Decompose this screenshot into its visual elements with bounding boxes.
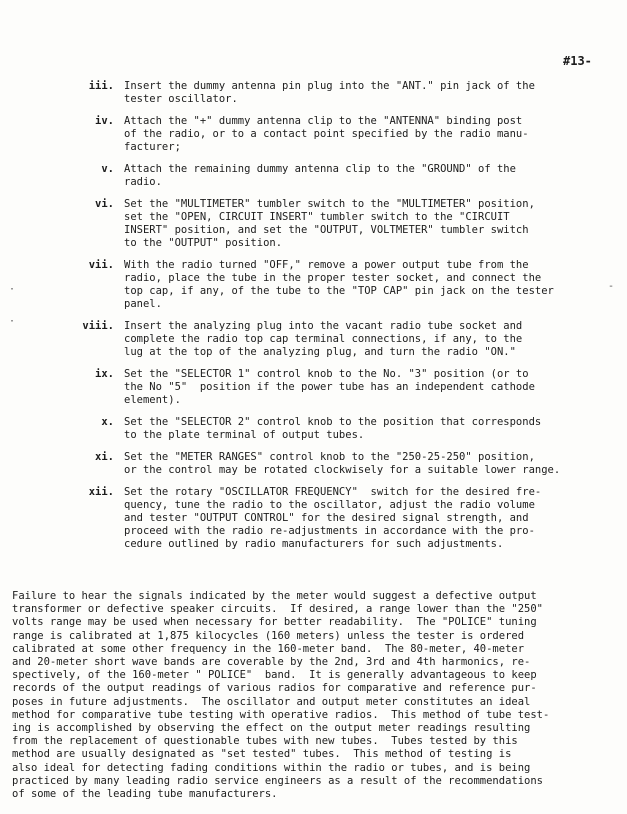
step-item — [0, 368, 627, 407]
step-number: vi. — [95, 198, 114, 210]
step-item — [0, 416, 627, 442]
step-item — [0, 115, 627, 154]
step-number: xii. — [88, 486, 114, 498]
margin-mark: · — [9, 316, 16, 327]
step-text: Set the "SELECTOR 1" control knob to the No. "3" position (or to the No "5" position if the power tube has an independent cathode element). — [124, 368, 535, 406]
step-item — [0, 451, 627, 477]
step-text: Set the "SELECTOR 2" control knob to the position that corresponds to the plate terminal of output tubes. — [124, 416, 542, 441]
step-number: ix. — [95, 368, 114, 380]
step-text: Set the "MULTIMETER" tumbler switch to the "MULTIMETER" position, set the "OPEN, CIRCUIT INSERT" tumbler switch to the "CIRCUIT INSERT" position, and set the "OUTPUT, VOLTMETER" tumbler switch to the "OUTPUT" position. — [124, 198, 535, 249]
step-number: xi. — [95, 451, 114, 463]
step-number: x. — [101, 416, 114, 428]
step-number: v. — [101, 163, 114, 175]
step-item — [0, 259, 627, 311]
step-text: Set the rotary "OSCILLATOR FREQUENCY" switch for the desired fre- quency, tune the radio to the oscillator, adjust the radio volume and tester "OUTPUT CONTROL" for the desired signal strength, and proceed with the radio re-adjustments in accordance with the pro- cedure outlined by radio manufacturers for such adjustments. — [124, 486, 542, 550]
margin-mark: - — [608, 281, 615, 292]
step-item — [0, 320, 627, 359]
step-text: Insert the dummy antenna pin plug into the "ANT." pin jack of the tester oscillator. — [124, 80, 535, 105]
step-text: With the radio turned "OFF," remove a power output tube from the radio, place the tube in the proper tester socket, and connect the top cap, if any, of the tube to the "TOP CAP" pin jack on the tester panel. — [124, 259, 554, 310]
step-text: Attach the remaining dummy antenna clip to the "GROUND" of the radio. — [124, 163, 516, 188]
step-item — [0, 486, 627, 551]
step-list — [0, 80, 627, 560]
step-number: iii. — [88, 80, 114, 92]
step-text: Set the "METER RANGES" control knob to the "250-25-250" position, or the control may be rotated clockwisely for a suitable lower range. — [124, 451, 561, 476]
step-item — [0, 198, 627, 250]
page-number: #13- — [563, 54, 592, 68]
step-number: iv. — [95, 115, 114, 127]
body-paragraph: Failure to hear the signals indicated by the meter would suggest a defective output transformer or defective speaker circuits. If desired, a range lower than the "250" volts range may be used when necessary for better readability. The "POLICE" tuning range is calibrated at 1,875 kilocycles (160 meters) unless the tester is ordered calibrated at some other frequency in the 160-meter band. The 80-meter, 40-meter and 20-meter short wave bands are coverable by the 2nd, 3rd and 4th harmonics, re- spectively, of the 160-meter " POLICE" band. It is generally advantageous to keep records of the output readings of various radios for comparative and reference pur- poses in future adjustments. The oscillator and output meter constitutes an ideal method for comparative tube testing with operative radios. This method of tube test- ing is accomplished by observing the effect on the output meter readings resulting from the replacement of questionable tubes with new tubes. Tubes tested by this method are usually designated as "set tested" tubes. This method of testing is also ideal for detecting fading conditions within the radio or tubes, and is being practiced by many leading radio service engineers as a result of the recommendations of some of the leading tube manufacturers. — [12, 590, 550, 801]
margin-mark: · — [9, 284, 16, 295]
step-number: vii. — [88, 259, 114, 271]
step-item — [0, 80, 627, 106]
step-text: Insert the analyzing plug into the vacant radio tube socket and complete the radio top cap terminal connections, if any, to the lug at the top of the analyzing plug, and turn the radio "ON." — [124, 320, 523, 358]
step-item — [0, 163, 627, 189]
step-text: Attach the "+" dummy antenna clip to the "ANTENNA" binding post of the radio, or to a contact point specified by the radio manu- facturer; — [124, 115, 529, 153]
step-number: viii. — [82, 320, 114, 332]
